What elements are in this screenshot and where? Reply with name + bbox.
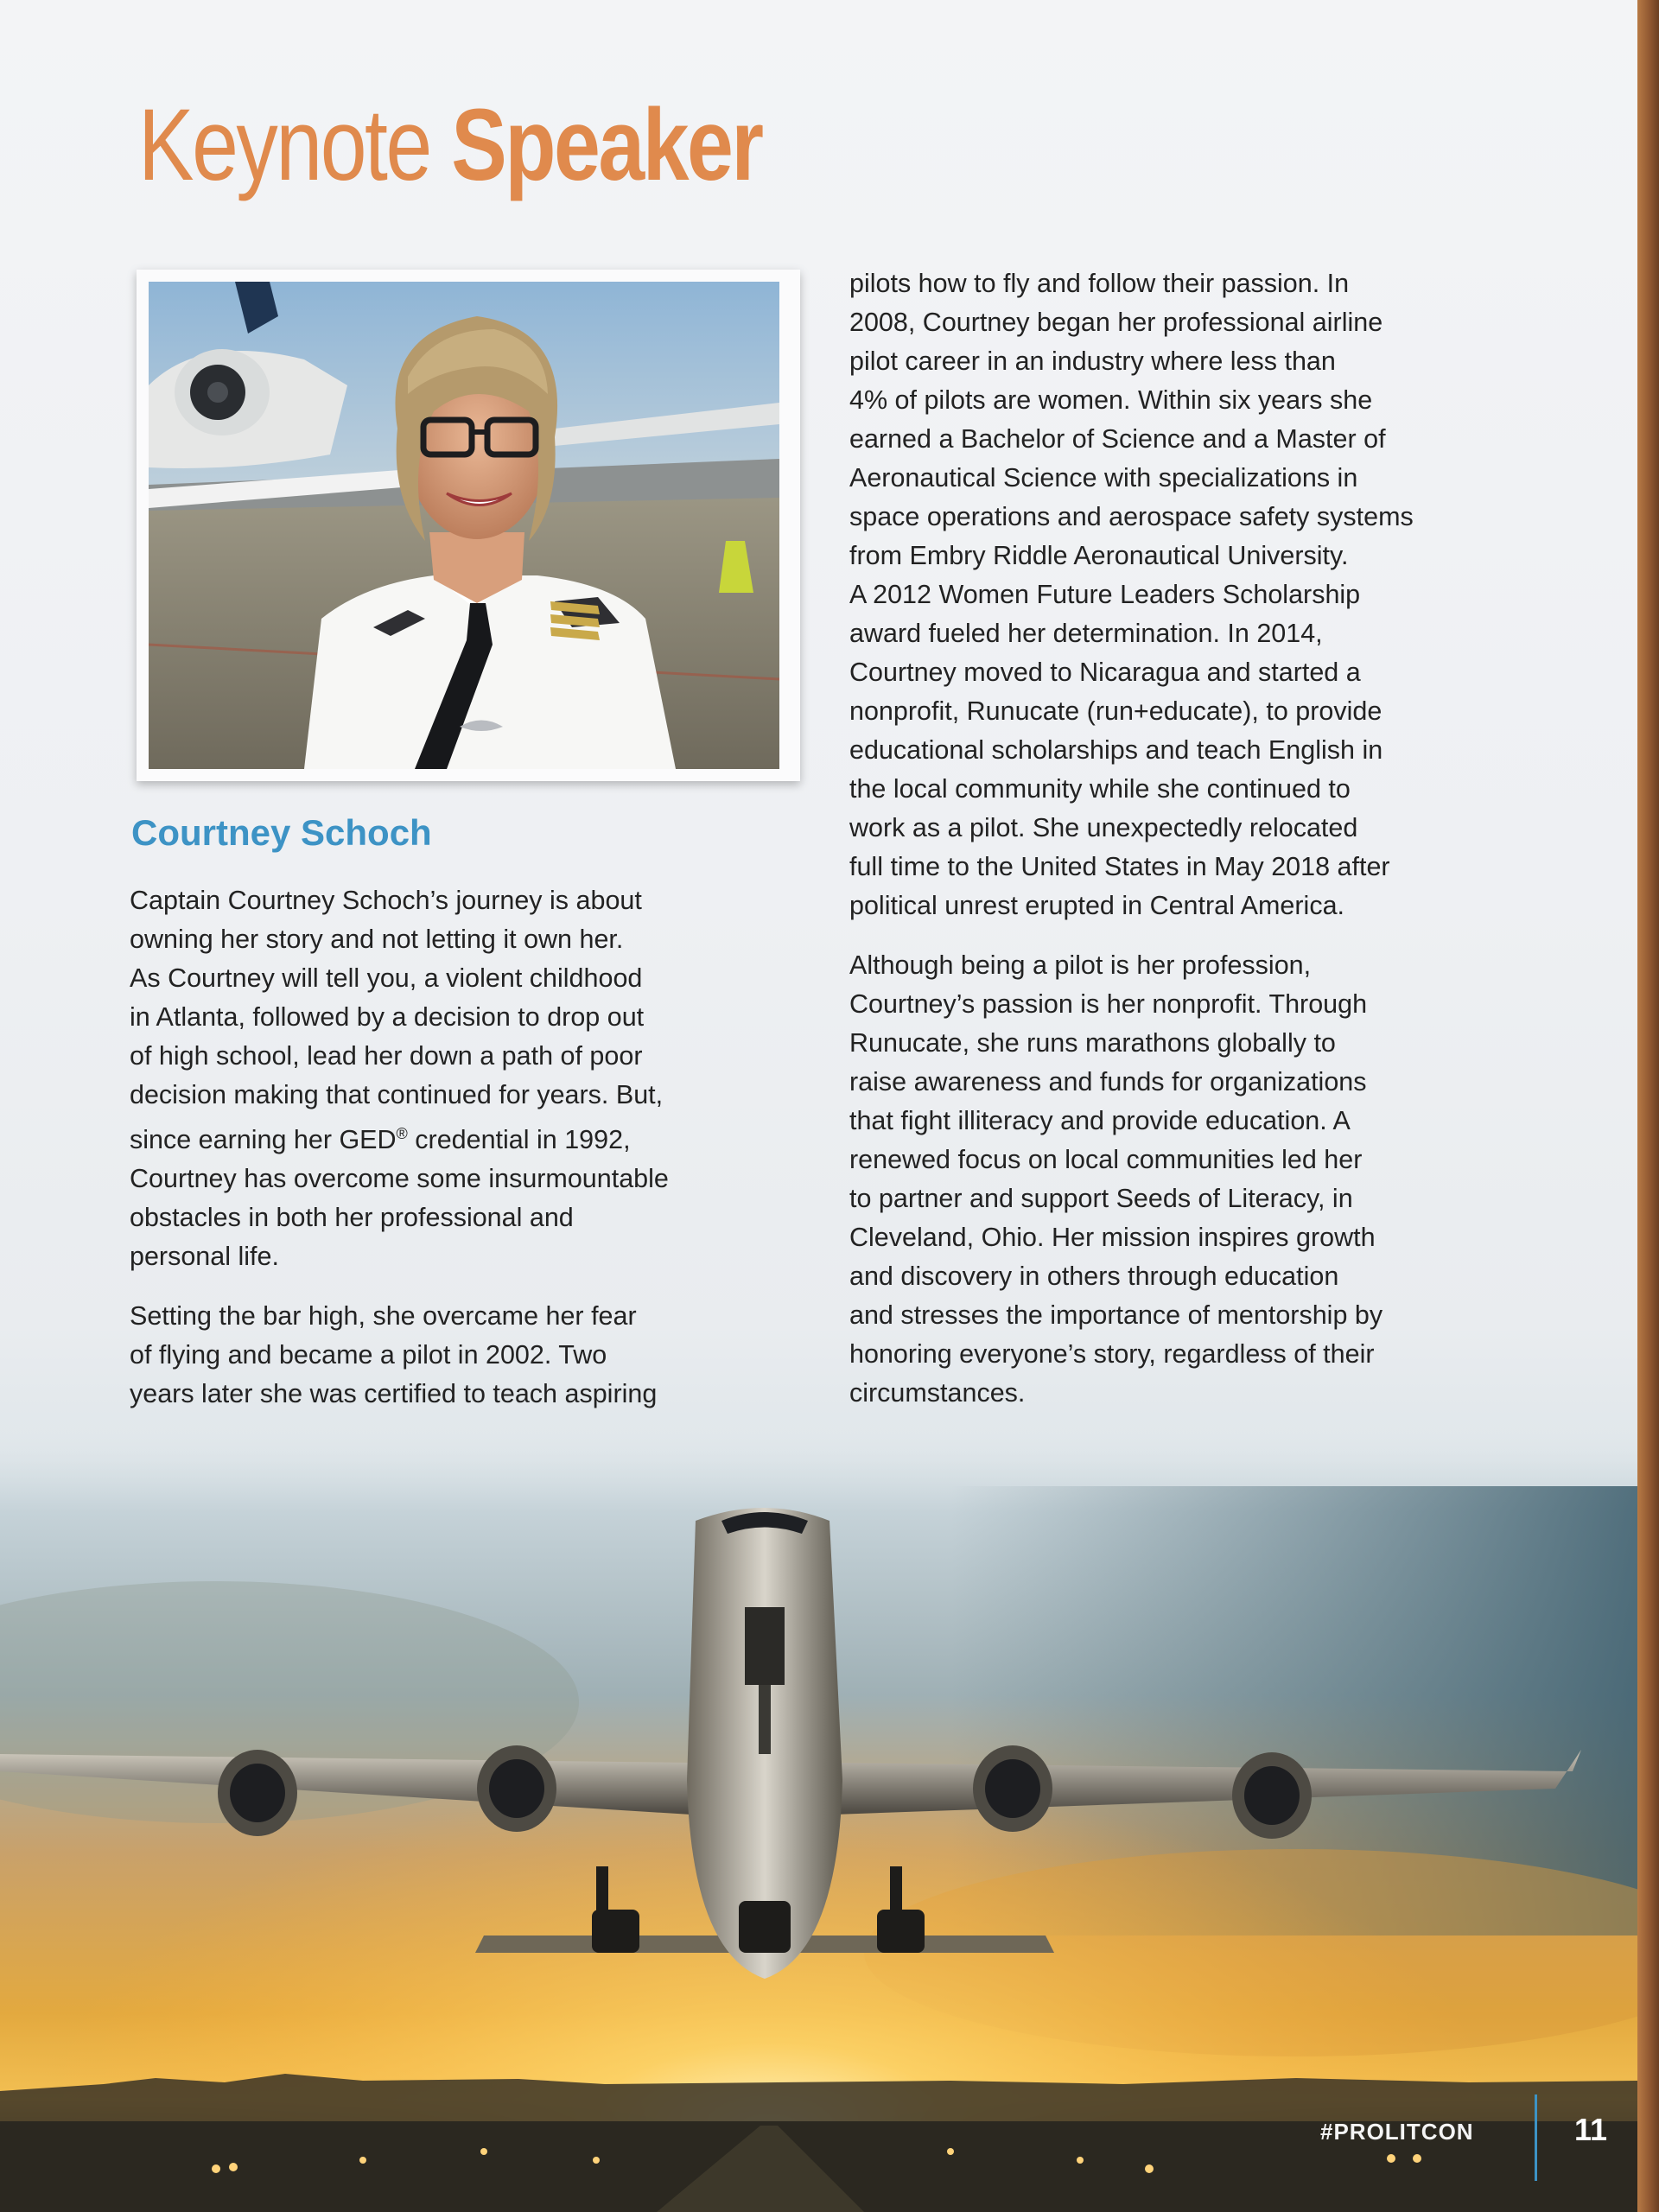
airplane-takeoff-image xyxy=(0,1417,1637,2212)
bio-line: personal life. xyxy=(130,1242,279,1272)
bio-line: 4% of pilots are women. Within six years she xyxy=(849,385,1373,415)
footer-hashtag: #PROLITCON xyxy=(1320,2119,1474,2145)
bio-line: work as a pilot. She unexpectedly relocated xyxy=(849,813,1358,842)
bio-line: Setting the bar high, she overcame her fear xyxy=(130,1301,637,1332)
bio-line: earned a Bachelor of Science and a Master of xyxy=(849,424,1386,454)
page-title xyxy=(138,85,762,206)
bio-line: to partner and support Seeds of Literacy, in xyxy=(849,1184,1353,1213)
bio-line: from Embry Riddle Aeronautical University. xyxy=(849,541,1349,570)
bio-line: decision making that continued for years. But, xyxy=(130,1080,664,1109)
bio-left-column xyxy=(130,881,669,1414)
bio-line: Captain Courtney Schoch’s journey is about xyxy=(130,886,642,915)
registered-mark: ® xyxy=(396,1125,408,1142)
bio-line: renewed focus on local communities led her xyxy=(849,1145,1363,1174)
bio-line: Courtney has overcome some insurmountable xyxy=(130,1164,669,1194)
ged-suffix: credential in 1992, xyxy=(407,1125,631,1155)
bio-line: Cleveland, Ohio. Her mission inspires growth xyxy=(849,1223,1376,1252)
bio-line: pilot career in an industry where less than xyxy=(849,346,1336,376)
bio-line: of flying and became a pilot in 2002. Two xyxy=(130,1340,607,1370)
table-surface-edge xyxy=(1637,0,1659,2212)
bio-line: and discovery in others through education xyxy=(849,1262,1339,1291)
bio-line: pilots how to fly and follow their passion. In xyxy=(849,269,1350,298)
bio-line: Although being a pilot is her profession, xyxy=(849,950,1312,980)
title-word-speaker: Speaker xyxy=(451,88,762,202)
bio-line: Aeronautical Science with specializations in xyxy=(849,463,1358,493)
title-word-keynote: Keynote xyxy=(138,88,430,202)
bio-line: that fight illiteracy and provide education. A xyxy=(849,1106,1351,1135)
page-number: 11 xyxy=(1574,2112,1608,2147)
bio-line: Runucate, she runs marathons globally to xyxy=(849,1028,1336,1058)
bio-line: and stresses the importance of mentorship by xyxy=(849,1300,1383,1330)
bio-line: the local community while she continued to xyxy=(849,774,1351,804)
bio-line: in Atlanta, followed by a decision to drop out xyxy=(130,1002,645,1032)
bio-line: award fueled her determination. In 2014, xyxy=(849,619,1323,648)
bio-line: years later she was certified to teach aspiring xyxy=(130,1379,658,1409)
bio-line: educational scholarships and teach English in xyxy=(849,735,1383,765)
bio-line: Courtney’s passion is her nonprofit. Through xyxy=(849,989,1368,1019)
ged-prefix: since earning her GED xyxy=(130,1125,397,1155)
bio-line: circumstances. xyxy=(849,1378,1026,1408)
bio-line: raise awareness and funds for organizations xyxy=(849,1067,1367,1096)
bio-line: As Courtney will tell you, a violent childhood xyxy=(130,963,643,993)
bio-line: political unrest erupted in Central America. xyxy=(849,891,1345,920)
bio-line: nonprofit, Runucate (run+educate), to provide xyxy=(849,696,1382,726)
bio-line: owning her story and not letting it own her. xyxy=(130,925,624,954)
bio-line: full time to the United States in May 2018 after xyxy=(849,852,1390,881)
bio-line: space operations and aerospace safety systems xyxy=(849,502,1414,531)
bio-line: of high school, lead her down a path of poor xyxy=(130,1041,643,1071)
bio-line: honoring everyone’s story, regardless of their xyxy=(849,1339,1375,1369)
speaker-photo xyxy=(149,282,779,769)
bio-line: A 2012 Women Future Leaders Scholarship xyxy=(849,580,1361,609)
bio-right-column xyxy=(849,264,1414,1413)
speaker-photo-frame xyxy=(137,270,800,781)
bio-line: obstacles in both her professional and xyxy=(130,1203,574,1233)
speaker-name: Courtney Schoch xyxy=(131,812,432,853)
bio-line-ged xyxy=(130,1115,669,1160)
bio-line: 2008, Courtney began her professional airline xyxy=(849,308,1383,337)
footer-divider xyxy=(1535,2094,1537,2181)
bio-line: Courtney moved to Nicaragua and started a xyxy=(849,658,1361,687)
